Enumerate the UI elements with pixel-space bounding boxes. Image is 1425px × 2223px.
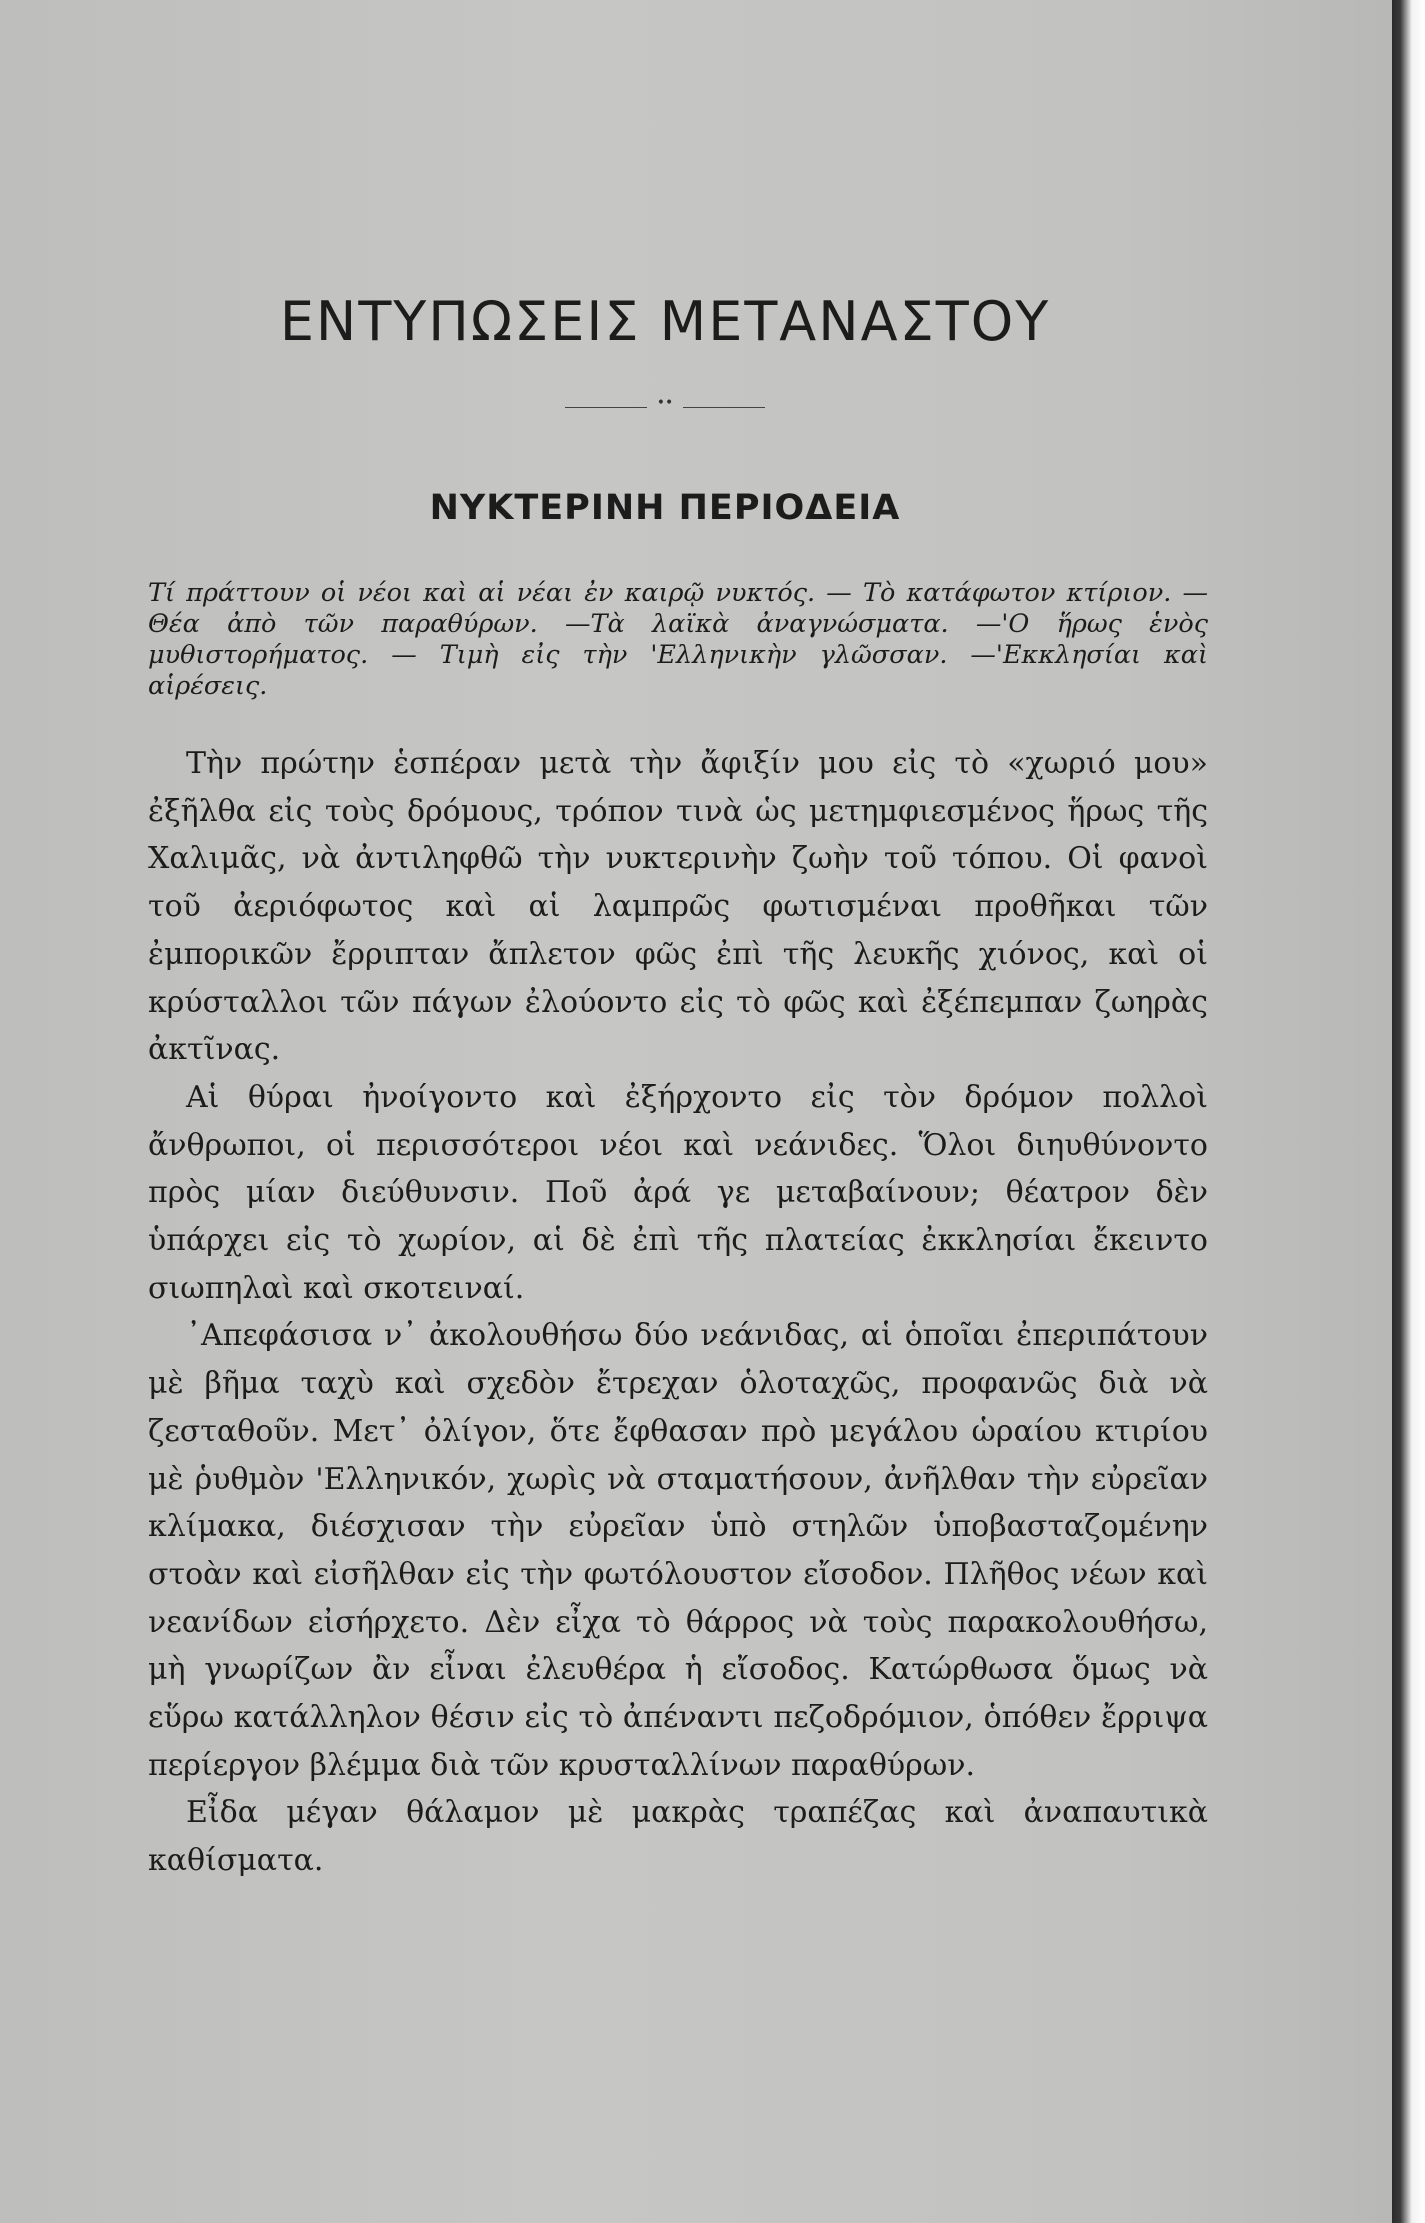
ornament-dots: •• — [656, 395, 674, 411]
title-ornament — [565, 395, 765, 411]
section-synopsis: Τί πράττουν οἱ νέοι καὶ αἱ νέαι ἐν καιρῷ νυκτός. — Τὸ κατάφωτον κτίριον. — Θέα ἀπὸ τῶν παραθύρων. —Τὰ λαϊκὰ ἀναγνώσματα. —'Ο ἥρως ἑνὸς μυθιστορήματος. — Τιμὴ εἰς τὴν 'Ελληνικὴν γλῶσσαν. —'Εκκλησίαι καὶ αἱρέσεις. — [148, 578, 1208, 701]
body-text — [148, 740, 1208, 1885]
section-subtitle: ΝΥΚΤΕΡΙΝΗ ΠΕΡΙΟΔΕΙΑ — [429, 488, 901, 528]
page-edge — [1392, 0, 1425, 2223]
paragraph: ᾿Απεφάσισα ν᾿ ἀκολουθήσω δύο νεάνιδας, αἱ ὁποῖαι ἐπεριπάτουν μὲ βῆμα ταχὺ καὶ σχεδὸν ἔτρεχαν ὁλοταχῶς, προφανῶς διὰ νὰ ζεσταθοῦν. Μετ᾿ ὀλίγον, ὅτε ἔφθασαν πρὸ μεγάλου ὡραίου κτιρίου μὲ ῥυθμὸν 'Ελληνικόν, χωρὶς νὰ σταματήσουν, ἀνῆλθαν τὴν εὐρεῖαν κλίμακα, διέσχισαν τὴν εὐρεῖαν ὑπὸ στηλῶν ὑποβασταζομένην στοὰν καὶ εἰσῆλθαν εἰς τὴν φωτόλουστον εἴσοδον. Πλῆθος νέων καὶ νεανίδων εἰσήρχετο. Δὲν εἶχα τὸ θάρρος νὰ τοὺς παρακολουθήσω, μὴ γνωρίζων ἂν εἶναι ἐλευθέρα ἡ εἴσοδος. Κατώρθωσα ὅμως νὰ εὕρω κατάλληλον θέσιν εἰς τὸ ἀπέναντι πεζοδρόμιον, ὁπόθεν ἔρριψα περίεργον βλέμμα διὰ τῶν κρυσταλλίνων παραθύρων. — [148, 1318, 1208, 1783]
paragraph: Εἶδα μέγαν θάλαμον μὲ μακρὰς τραπέζας καὶ ἀναπαυτικὰ καθίσματα. — [148, 1795, 1208, 1879]
chapter-title: ΕΝΤΥΠΩΣΕΙΣ ΜΕΤΑΝΑΣΤΟΥ — [279, 290, 1051, 353]
ornament-rule-left — [565, 407, 647, 408]
paragraph: Τὴν πρώτην ἑσπέραν μετὰ τὴν ἄφιξίν μου εἰς τὸ «χωριό μου» ἐξῆλθα εἰς τοὺς δρόμους, τρόπον τινὰ ὡς μετημφιεσμένος ἥρως τῆς Χαλιμᾶς, νὰ ἀντιληφθῶ τὴν νυκτερινὴν ζωὴν τοῦ τόπου. Οἱ φανοὶ τοῦ ἀεριόφωτος καὶ αἱ λαμπρῶς φωτισμέναι προθῆκαι τῶν ἐμπορικῶν ἔρριπταν ἄπλετον φῶς ἐπὶ τῆς λευκῆς χιόνος, καὶ οἱ κρύσταλλοι τῶν πάγων ἐλούοντο εἰς τὸ φῶς καὶ ἐξέπεμπαν ζωηρὰς ἀκτῖνας. — [148, 746, 1208, 1068]
ornament-rule-right — [683, 407, 765, 408]
paragraph: Αἱ θύραι ἠνοίγοντο καὶ ἐξήρχοντο εἰς τὸν δρόμον πολλοὶ ἄνθρωποι, οἱ περισσότεροι νέοι καὶ νεάνιδες. Ὅλοι διηυθύνοντο πρὸς μίαν διεύθυνσιν. Ποῦ ἀρά γε μεταβαίνουν; θέατρον δὲν ὑπάρχει εἰς τὸ χωρίον, αἱ δὲ ἐπὶ τῆς πλατείας ἐκκλησίαι ἔκειντο σιωπηλαὶ καὶ σκοτειναί. — [148, 1079, 1208, 1306]
